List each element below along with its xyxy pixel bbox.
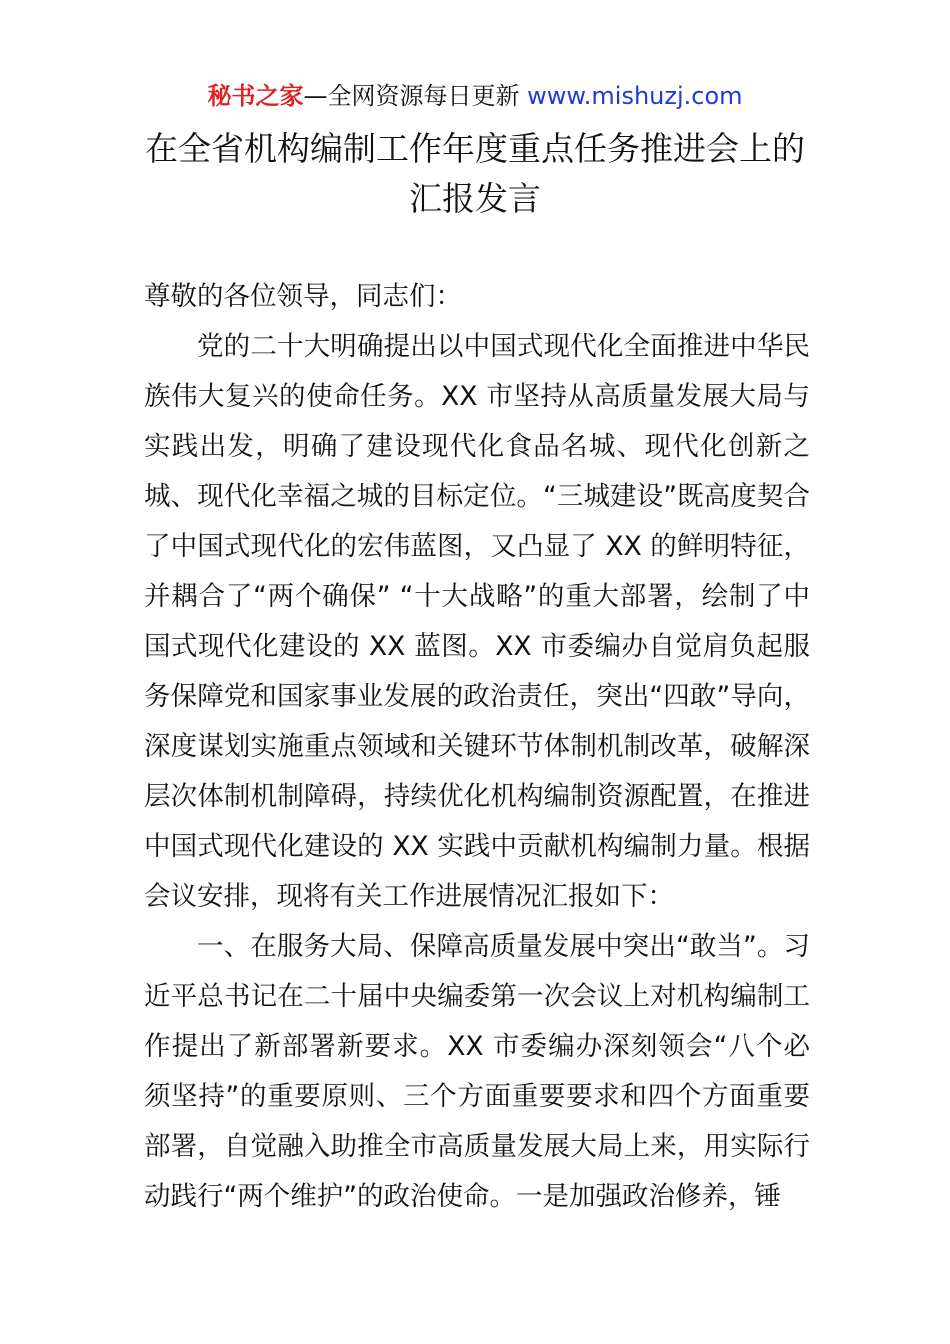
title-line-1: 在全省机构编制工作年度重点任务推进会上的 xyxy=(145,129,805,168)
paragraph-intro: 党的二十大明确提出以中国式现代化全面推进中华民族伟大复兴的使命任务。XX 市坚持从高质量发展大局与实践出发，明确了建设现代化食品名城、现代化创新之城、现代化幸福之城的目标定位。“三城建设”既高度契合了中国式现代化的宏伟蓝图，又凸显了 XX 的鲜明特征，并耦合了“两个确保” “十大战略”的重大部署，绘制了中国式现代化建设的 XX 蓝图。XX 市委编办自觉肩负起服务保障党和国家事业发展的政治责任，突出“四敢”导向，深度谋划实施重点领域和关键环节体制机制改革，破解深层次体制机制障碍，持续优化机构编制资源配置，在推进中国式现代化建设的 XX 实践中贡献机构编制力量。根据会议安排，现将有关工作进展情况汇报如下： xyxy=(144,331,810,912)
document-title xyxy=(0,124,950,224)
site-url[interactable]: www.mishuzj.com xyxy=(527,82,743,110)
site-header xyxy=(0,80,950,112)
document-body xyxy=(144,272,810,1222)
paragraph-section-1: 一、在服务大局、保障高质量发展中突出“敢当”。习近平总书记在二十届中央编委第一次会议上对机构编制工作提出了新部署新要求。XX 市委编办深刻领会“八个必须坚持”的重要原则、三个方面重要要求和四个方面重要部署，自觉融入助推全市高质量发展大局上来，用实际行动践行“两个维护”的政治使命。一是加强政治修养，锤 xyxy=(144,931,810,1212)
title-line-2: 汇报发言 xyxy=(409,179,541,218)
brand-name: 秘书之家 xyxy=(207,82,304,110)
header-tagline: —全网资源每日更新 xyxy=(303,82,528,110)
salutation: 尊敬的各位领导，同志们： xyxy=(144,281,462,312)
